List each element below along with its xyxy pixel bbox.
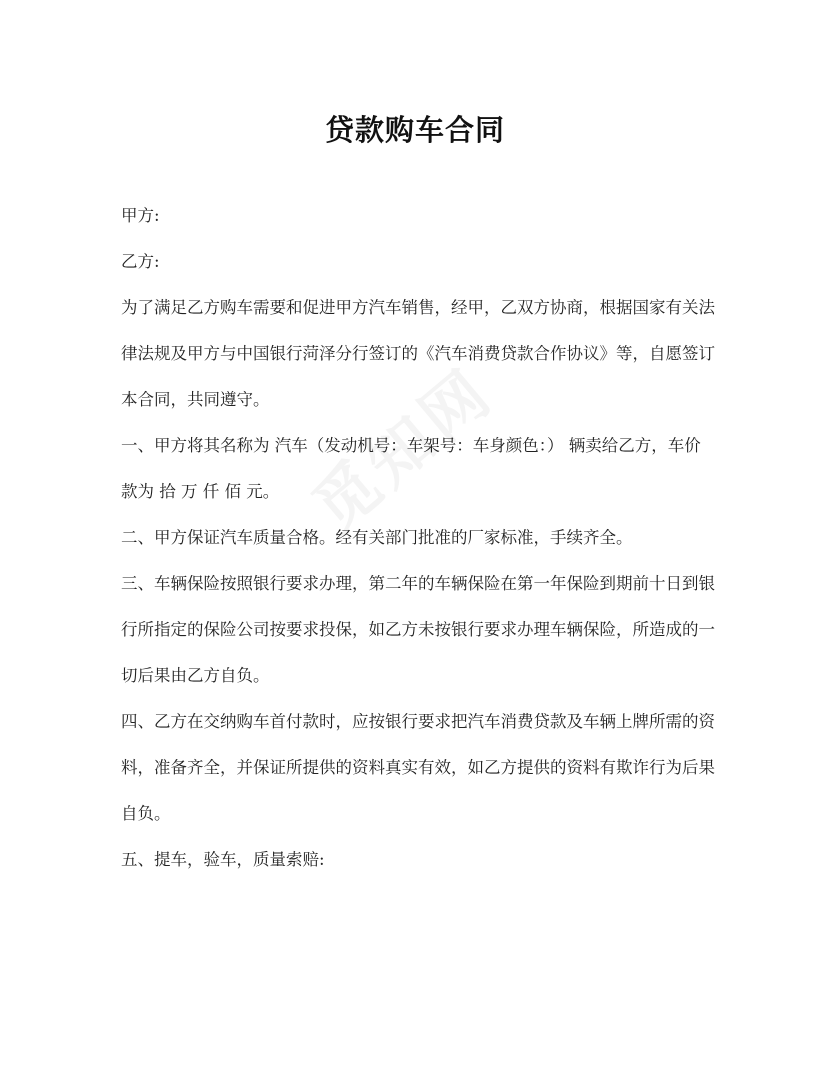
preamble-line-3: 本合同，共同遵守。 [121, 390, 270, 409]
preamble-line-2: 律法规及甲方与中国银行菏泽分行签订的《汽车消费贷款合作协议》等，自愿签订 [121, 344, 715, 363]
clause-4-line-1: 四、乙方在交纳购车首付款时，应按银行要求把汽车消费贷款及车辆上牌所需的资 [121, 712, 715, 731]
clause-3-line-3: 切后果由乙方自负。 [121, 666, 270, 685]
clause-2-line-1: 二、甲方保证汽车质量合格。经有关部门批准的厂家标准，手续齐全。 [121, 528, 633, 547]
clause-3-line-2: 行所指定的保险公司按要求投保，如乙方未按银行要求办理车辆保险，所造成的一 [121, 620, 715, 639]
clause-5-line-1: 五、提车，验车，质量索赔: [121, 850, 325, 869]
clause-1-line-2: 款为 拾 万 仟 佰 元。 [121, 482, 280, 501]
clause-1-line-1: 一、甲方将其名称为 汽车（发动机号：车架号：车身颜色：） 辆卖给乙方，车价 [121, 436, 701, 455]
clause-4-line-3: 自负。 [121, 804, 171, 823]
preamble-line-1: 为了满足乙方购车需要和促进甲方汽车销售，经甲，乙双方协商，根据国家有关法 [121, 298, 715, 317]
clause-3-line-1: 三、车辆保险按照银行要求办理，第二年的车辆保险在第一年保险到期前十日到银 [121, 574, 715, 593]
clause-4-line-2: 料，准备齐全，并保证所提供的资料真实有效，如乙方提供的资料有欺诈行为后果 [121, 758, 715, 777]
party-a-line: 甲方: [121, 206, 160, 225]
document-title: 贷款购车合同 [324, 113, 505, 147]
party-b-line: 乙方: [121, 252, 160, 271]
